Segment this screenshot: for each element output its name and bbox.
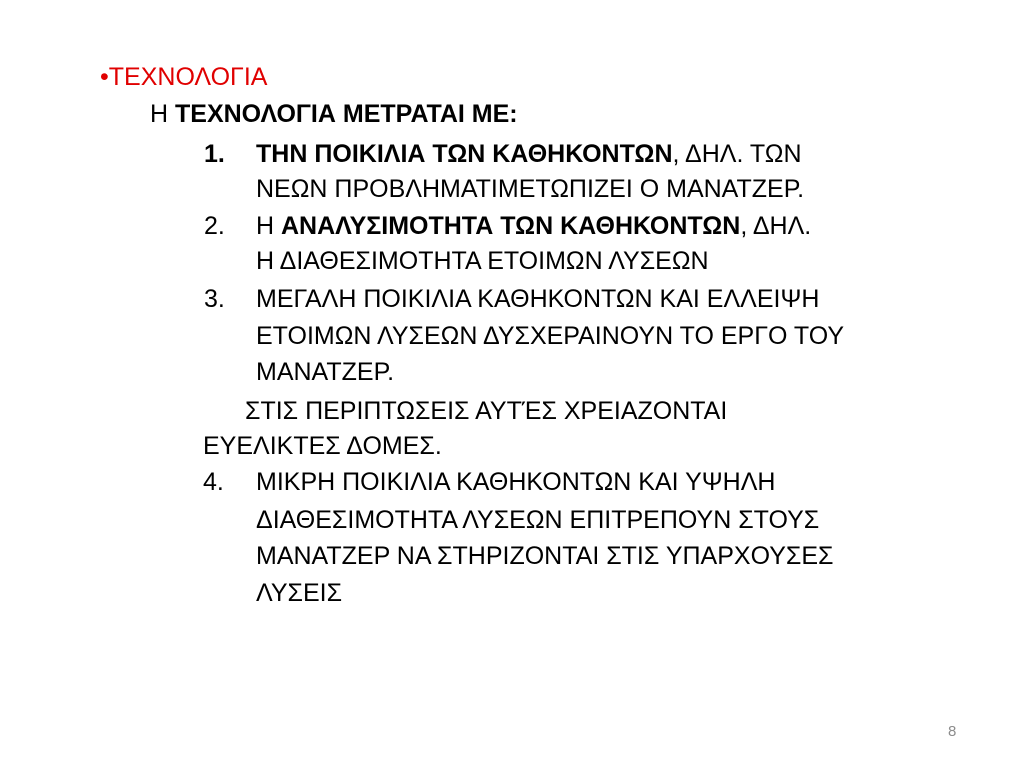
note-line-1: ΣΤΙΣ ΠΕΡΙΠΤΩΣΕΙΣ ΑΥΤΈΣ ΧΡΕΙΑΖΟΝΤΑΙ — [245, 397, 728, 425]
item-4-number: 4. — [203, 468, 224, 496]
item-4-line-2: ΔΙΑΘΕΣΙΜΟΤΗΤΑ ΛΥΣΕΩΝ ΕΠΙΤΡΕΠΟΥΝ ΣΤΟΥΣ — [256, 506, 820, 534]
item-2-line-2: Η ΔΙΑΘΕΣΙΜΟΤΗΤΑ ΕΤΟΙΜΩΝ ΛΥΣΕΩΝ — [256, 247, 709, 275]
subheading-bold: ΤΕΧΝΟΛΟΓΙΑ ΜΕΤΡΑΤΑΙ ΜΕ: — [175, 100, 518, 128]
item-2-number: 2. — [204, 212, 225, 240]
subheading-prefix: Η — [150, 100, 175, 128]
item-1-bold-lead: ΤΗΝ ΠΟΙΚΙΛΙΑ ΤΩΝ ΚΑΘΗΚΟΝΤΩΝ — [256, 140, 673, 168]
item-2-line-1 — [256, 211, 811, 241]
item-1-number: 1. — [204, 140, 225, 168]
item-1-line-2: ΝΕΩΝ ΠΡΟΒΛΗΜΑΤΙΜΕΤΩΠΙΖΕΙ Ο ΜΑΝΑΤΖΕΡ. — [256, 175, 805, 203]
item-4-line-1: ΜΙΚΡΗ ΠΟΙΚΙΛΙΑ ΚΑΘΗΚΟΝΤΩΝ ΚΑΙ ΥΨΗΛΗ — [256, 468, 776, 496]
item-1-line-1-rest: , ΔΗΛ. ΤΩΝ — [672, 140, 802, 168]
item-3-line-1: ΜΕΓΑΛΗ ΠΟΙΚΙΛΙΑ ΚΑΘΗΚΟΝΤΩΝ ΚΑΙ ΕΛΛΕΙΨΗ — [256, 285, 820, 313]
item-2-bold-lead: ΑΝΑΛΥΣΙΜΟΤΗΤΑ ΤΩΝ ΚΑΘΗΚΟΝΤΩΝ — [281, 212, 741, 240]
item-1-line-1 — [256, 139, 802, 169]
slide-subheading — [150, 99, 518, 129]
item-3-line-3: ΜΑΝΑΤΖΕΡ. — [256, 358, 395, 386]
item-4-line-4: ΛΥΣΕΙΣ — [256, 579, 343, 607]
note-line-2: ΕΥΕΛΙΚΤΕΣ ΔΟΜΕΣ. — [203, 432, 442, 460]
heading-bullet: • — [100, 63, 109, 91]
item-3-number: 3. — [204, 285, 225, 313]
item-4-line-3: ΜΑΝΑΤΖΕΡ ΝΑ ΣΤΗΡΙΖΟΝΤΑΙ ΣΤΙΣ ΥΠΑΡΧΟΥΣΕΣ — [256, 542, 834, 570]
item-2-line-1-prefix: Η — [256, 212, 281, 240]
page-number: 8 — [948, 723, 957, 740]
slide-heading — [100, 62, 267, 92]
item-2-line-1-rest: , ΔΗΛ. — [740, 212, 812, 240]
item-3-line-2: ΕΤΟΙΜΩΝ ΛΥΣΕΩΝ ΔΥΣΧΕΡΑΙΝΟΥΝ ΤΟ ΕΡΓΟ ΤΟΥ — [256, 322, 845, 350]
heading-text: ΤΕΧΝΟΛΟΓΙΑ — [108, 63, 268, 91]
